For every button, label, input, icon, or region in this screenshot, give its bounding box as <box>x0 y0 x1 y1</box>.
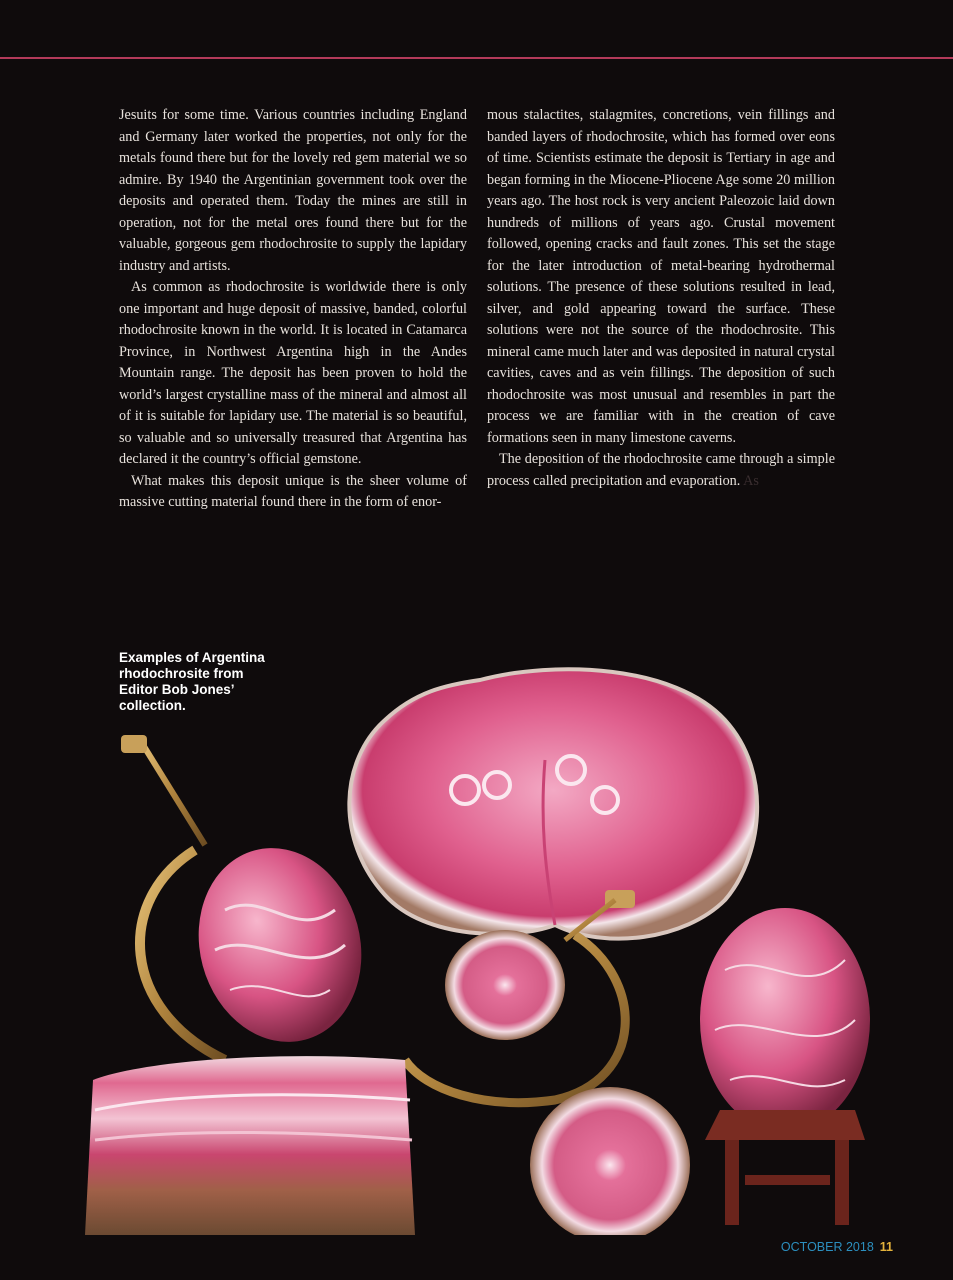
paragraph: Jesuits for some time. Various countries including England and Germany later worked the properties, not only for the metals found there but for the lovely red gem material we so admire. By 1940 the Argentinian government took over the deposits and operated them. Today the mines are still in operation, not for the metal ores found there but for the valuable, gorgeous gem rhodochrosite to supply the lapidary industry and artists. <box>119 107 467 274</box>
paragraph: mous stalactites, stalagmites, concretions, vein fillings and banded layers of rhodochrosite, which has formed over eons of time. Scientists estimate the deposit is Tertiary in age and began forming in the Miocene-Pliocene Age some 20 million years ago. The host rock is very ancient Paleozoic laid down hundreds of millions of years ago. Crustal movement followed, opening cracks and fault zones. This set the stage for the later introduction of metal-bearing hydrothermal solutions. The presence of these solutions resulted in lead, silver, and gold appearing toward the surface. These solutions were not the source of the rhodochrosite. This mineral came much later and was deposited in natural crystal cavities, caves and as vein fillings. The deposition of such rhodochrosite was most unusual and resembles in part the process we are familiar with in the creation of cave formations seen in many limestone caverns. <box>487 107 835 446</box>
header-rule <box>0 57 953 59</box>
faded-continuation: As <box>743 472 759 489</box>
issue-date: OCTOBER 2018 <box>780 1240 874 1254</box>
page-number: 11 <box>879 1240 893 1254</box>
paragraph-text: The deposition of the rhodochrosite came through a simple process called precipitation and evaporation. <box>487 451 835 489</box>
article-column-right <box>487 105 835 492</box>
page-folio <box>781 1240 893 1254</box>
rhodochrosite-photo <box>85 640 953 1235</box>
paragraph: What makes this deposit unique is the sheer volume of massive cutting material found there in the form of enor- <box>119 472 467 510</box>
article-column-left <box>119 105 467 514</box>
paragraph: As common as rhodochrosite is worldwide there is only one important and huge deposit of massive, banded, colorful rhodochrosite known in the world. It is located in Catamarca Province, in Northwest Argentina high in the Andes Mountain range. The deposit has been proven to hold the world’s largest crystalline mass of the mineral and almost all of it is suitable for lapidary use. The material is so beautiful, so valuable and so universally treasured that Argentina has declared it the country’s official gemstone. <box>119 279 467 467</box>
photo-caption: Examples of Argentina rhodochrosite from Editor Bob Jones’ collection. <box>119 650 265 713</box>
paragraph <box>487 449 835 492</box>
